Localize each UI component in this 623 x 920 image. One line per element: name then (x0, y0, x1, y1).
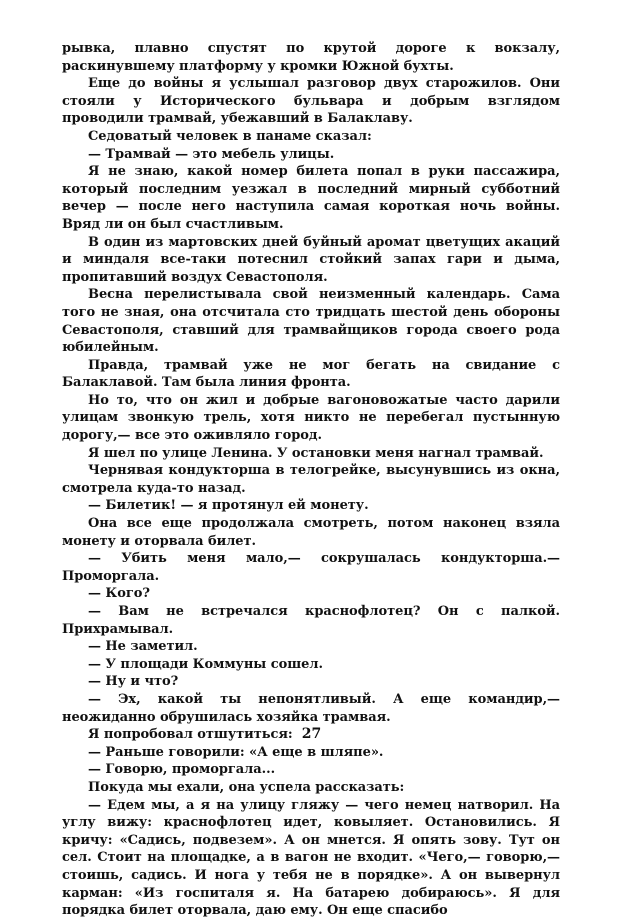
paragraph: Она все еще продолжала смотреть, потом наконец взяла монету и оторвала билет. (62, 516, 560, 549)
paragraph: — Вам не встречался краснофлотец? Он с палкой. Прихрамывал. (62, 604, 560, 637)
paragraph: рывка, плавно спустят по крутой дороге к вокзалу, раскинувшему платформу у кромки Южной бухты. (62, 41, 560, 74)
paragraph: Я попробовал отшутиться: (88, 727, 293, 743)
paragraph: Я не знаю, какой номер билета попал в руки пассажира, который последним уезжал в последний мирный субботний вечер — после него наступила самая короткая ночь войны. Вряд ли он был счастливым. (62, 164, 560, 232)
paragraph: Но то, что он жил и добрые вагоновожатые часто дарили улицам звонкую трель, хотя никто не перебегал пустынную дорогу,— все это оживляло город. (62, 392, 560, 444)
paragraph: — У площади Коммуны сошел. (88, 656, 323, 672)
paragraph: В один из мартовских дней буйный аромат цветущих акаций и миндаля все-таки потеснил стойкий запах гари и дыма, пропитавший воздух Севастополя. (62, 234, 560, 285)
page-text (62, 40, 560, 920)
paragraph: — Убить меня мало,— сокрушалась кондукторша.— Проморгала. (62, 551, 560, 584)
paragraph: Весна перелистывала свой неизменный календарь. Сама того не зная, она отсчитала сто тридцать шестой день обороны Севастополя, ставший для трамвайщиков города своего рода юбилейным. (62, 287, 560, 356)
page-number: 27 (301, 726, 322, 742)
paragraph: — Билетик! — я протянул ей монету. (88, 498, 369, 514)
paragraph: — Кого? (88, 586, 150, 602)
paragraph: — Раньше говорили: «А еще в шляпе». (88, 744, 384, 760)
paragraph: — Говорю, проморгала... (88, 762, 276, 778)
paragraph: Покуда мы ехали, она успела рассказать: (88, 779, 405, 795)
paragraph: Правда, трамвай уже не мог бегать на свидание с Балаклавой. Там была линия фронта. (62, 357, 560, 391)
paragraph: Я шел по улице Ленина. У остановки меня нагнал трамвай. (88, 445, 544, 461)
paragraph: Чернявая кондукторша в телогрейке, высунувшись из окна, смотрела куда-то назад. (62, 463, 560, 496)
paragraph: — Едем мы, а я на улицу гляжу — чего немец натворил. На углу вижу: краснофлотец идет, ковыляет. Остановились. Я кричу: «Садись, подвезем». А он мнется. Я опять зову. Тут он сел. Стоит на площадке, а в вагон не входит. «Чего,— говорю,— стоишь, садись. И нога у тебя не в порядке». А он вывернул карман: «Из госпиталя я. На батарею добираюсь». Я для порядка билет оторвала, даю ему. Он еще спасибо (62, 797, 560, 919)
paragraph: — Эх, какой ты непонятливый. А еще командир,— неожиданно обрушилась хозяйка трамвая. (62, 691, 560, 725)
paragraph: Еще до войны я услышал разговор двух старожилов. Они стояли у Исторического бульвара и добрым взглядом проводили трамвай, убежавший в Балаклаву. (62, 76, 560, 127)
paragraph: — Трамвай — это мебель улицы. (88, 146, 335, 162)
paragraph: Седоватый человек в панаме сказал: (88, 128, 372, 144)
paragraph: — Не заметил. (88, 639, 198, 655)
paragraph: — Ну и что? (88, 674, 179, 690)
